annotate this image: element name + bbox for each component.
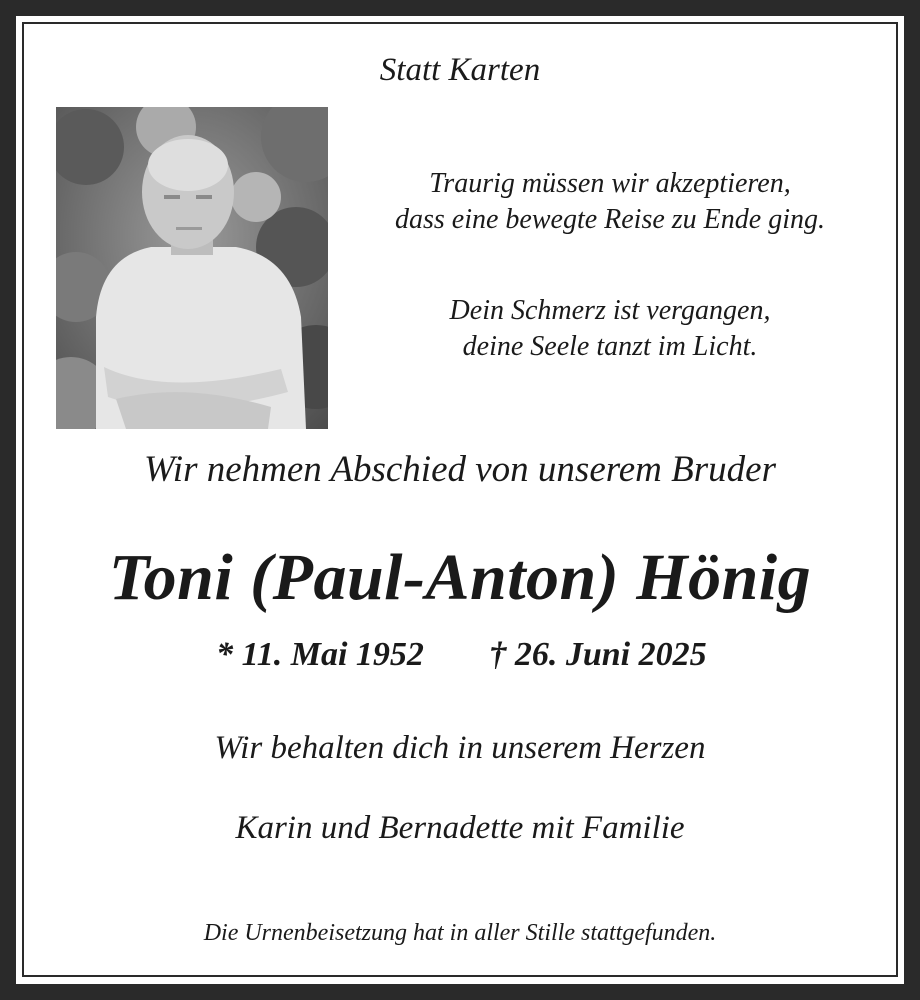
quote-stanza-1-line-1: Traurig müssen wir akzeptieren, <box>429 168 791 199</box>
quote-stanza-1 <box>340 166 880 238</box>
birth-date: * 11. Mai 1952 <box>216 636 424 673</box>
farewell-line: Wir nehmen Abschied von unserem Bruder <box>144 449 776 490</box>
portrait-photo <box>56 107 328 429</box>
quote-stanza-2-line-2: deine Seele tanzt im Licht. <box>462 331 758 362</box>
quote-stanza-2 <box>340 293 880 365</box>
closing-line: Wir behalten dich in unserem Herzen <box>214 730 706 766</box>
quote-stanza-2-line-1: Dein Schmerz ist vergangen, <box>449 295 771 326</box>
deceased-name: Toni (Paul-Anton) Hönig <box>108 541 812 614</box>
family-signature: Karin und Bernadette mit Familie <box>235 810 685 846</box>
death-date: † 26. Juni 2025 <box>489 636 707 673</box>
footer-note: Die Urnenbeisetzung hat in aller Stille stattgefunden. <box>203 920 717 946</box>
quote-stanza-1-line-2: dass eine bewegte Reise zu Ende ging. <box>394 204 825 235</box>
notice-header: Statt Karten <box>379 52 541 88</box>
